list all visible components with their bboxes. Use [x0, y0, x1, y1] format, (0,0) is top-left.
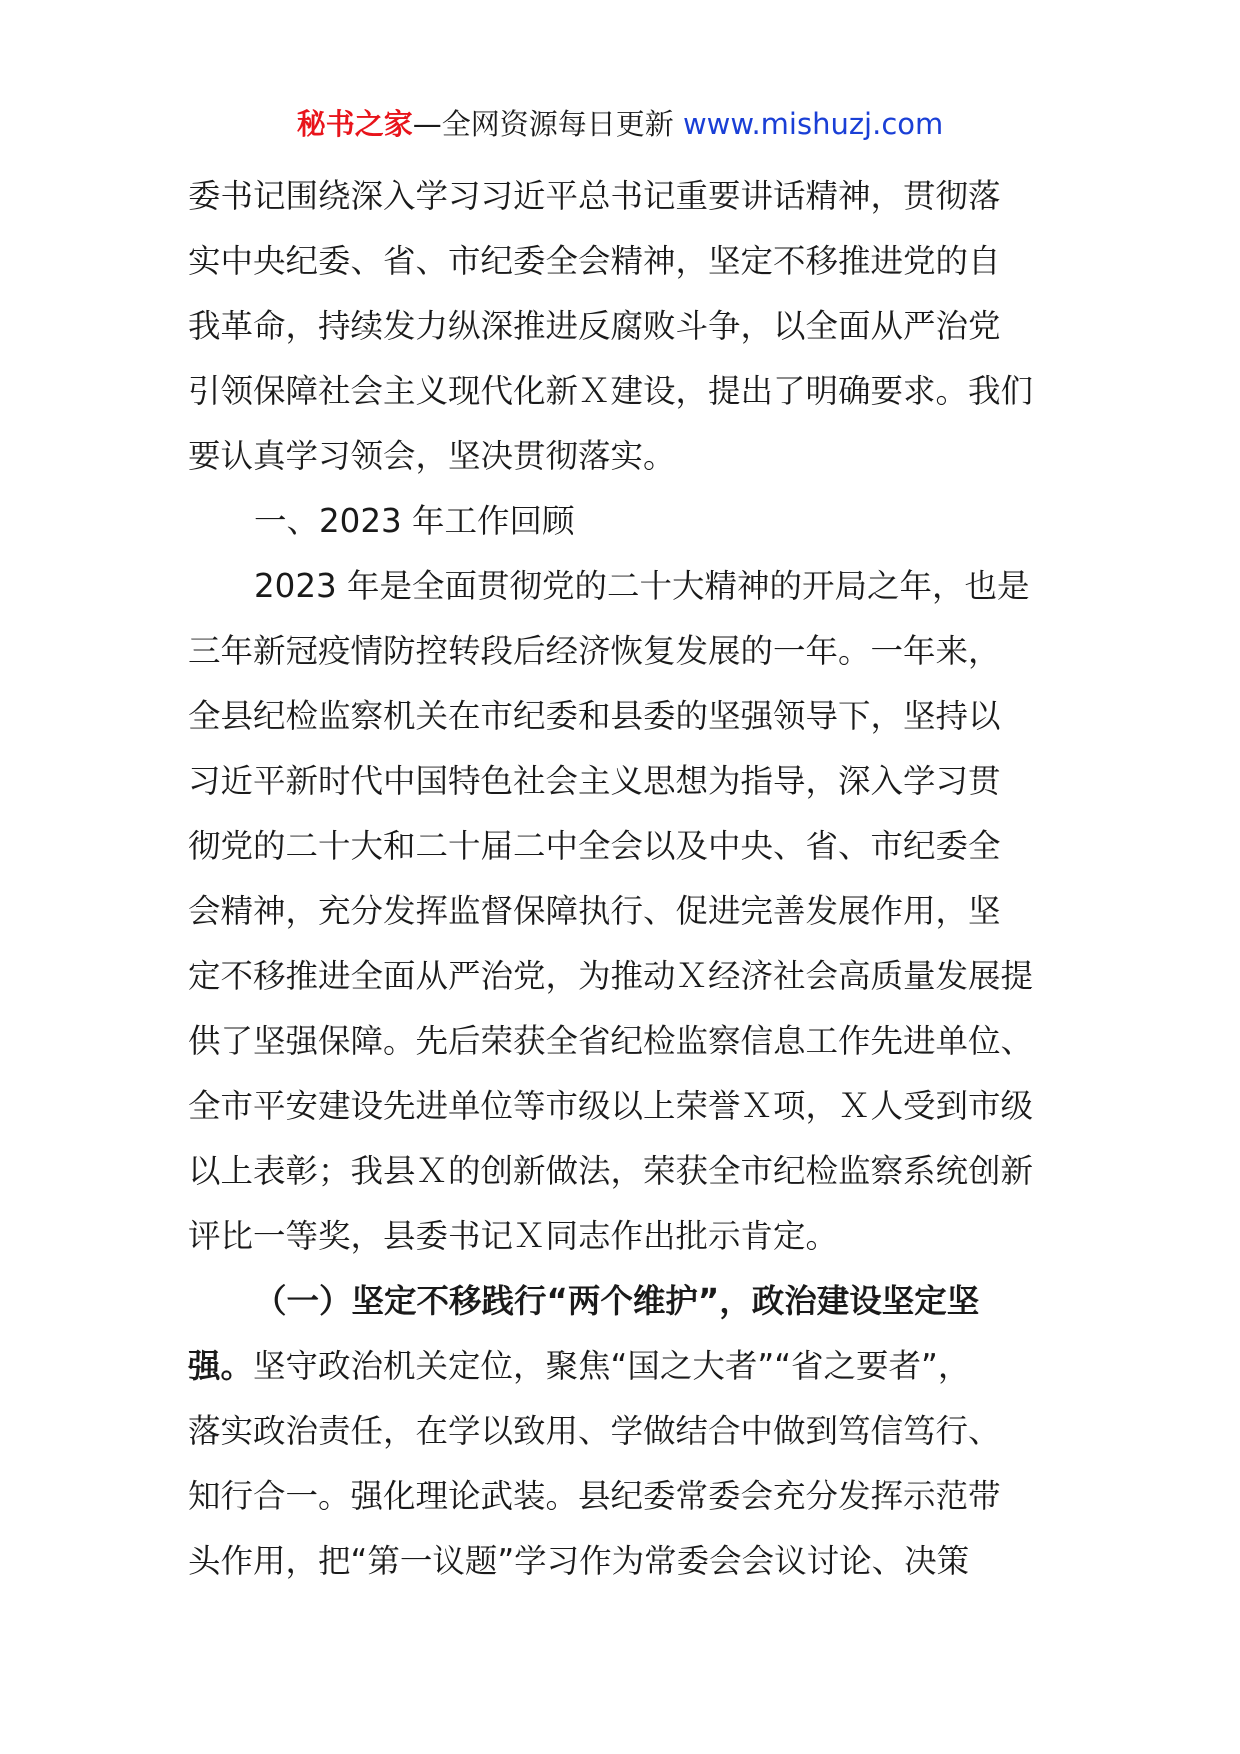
- body-line: 三年新冠疫情防控转段后经济恢复发展的一年。一年来，: [188, 632, 1001, 670]
- body-line: [188, 1334, 1058, 1399]
- section-heading: 一、2023 年工作回顾: [254, 502, 575, 540]
- document-body: [188, 164, 1058, 1594]
- body-line: 落实政治责任，在学以致用、学做结合中做到笃信笃行、: [188, 1412, 1001, 1450]
- body-line: 引领保障社会主义现代化新Ｘ建设，提出了明确要求。我们: [188, 372, 1034, 410]
- body-line: 委书记围绕深入学习习近平总书记重要讲话精神，贯彻落: [188, 177, 1001, 215]
- body-line: 评比一等奖，县委书记Ｘ同志作出批示肯定。: [188, 1217, 839, 1255]
- body-line: 知行合一。强化理论武装。县纪委常委会充分发挥示范带: [188, 1477, 1001, 1515]
- body-line: 会精神，充分发挥监督保障执行、促进完善发展作用，坚: [188, 892, 1001, 930]
- body-line: 以上表彰；我县Ｘ的创新做法，荣获全市纪检监察系统创新: [188, 1152, 1034, 1190]
- subsection-heading: （一）坚定不移践行“两个维护”，政治建设坚定坚: [254, 1282, 980, 1320]
- body-line: 要认真学习领会，坚决贯彻落实。: [188, 437, 676, 475]
- body-line: 实中央纪委、省、市纪委全会精神，坚定不移推进党的自: [188, 242, 1001, 280]
- body-line: 供了坚强保障。先后荣获全省纪检监察信息工作先进单位、: [188, 1022, 1034, 1060]
- body-line: 全县纪检监察机关在市纪委和县委的坚强领导下，坚持以: [188, 697, 1001, 735]
- body-text: 坚守政治机关定位，聚焦“国之大者”“省之要者”，: [253, 1347, 971, 1385]
- body-line: 彻党的二十大和二十届二中全会以及中央、省、市纪委全: [188, 827, 1001, 865]
- brand-name: 秘书之家: [296, 107, 413, 141]
- website-link[interactable]: www.mishuzj.com: [682, 107, 944, 141]
- body-line: 习近平新时代中国特色社会主义思想为指导，深入学习贯: [188, 762, 1001, 800]
- body-line: 头作用，把“第一议题”学习作为常委会会议讨论、决策: [188, 1542, 970, 1580]
- subsection-heading-end: 强。: [188, 1347, 254, 1385]
- page-header: [0, 104, 1240, 144]
- body-line: 全市平安建设先进单位等市级以上荣誉Ｘ项，Ｘ人受到市级: [188, 1087, 1034, 1125]
- body-line: 定不移推进全面从严治党，为推动Ｘ经济社会高质量发展提: [188, 957, 1034, 995]
- header-slogan: —全网资源每日更新: [412, 107, 683, 141]
- body-line: 我革命，持续发力纵深推进反腐败斗争，以全面从严治党: [188, 307, 1001, 345]
- body-line: 2023 年是全面贯彻党的二十大精神的开局之年，也是: [254, 567, 1030, 605]
